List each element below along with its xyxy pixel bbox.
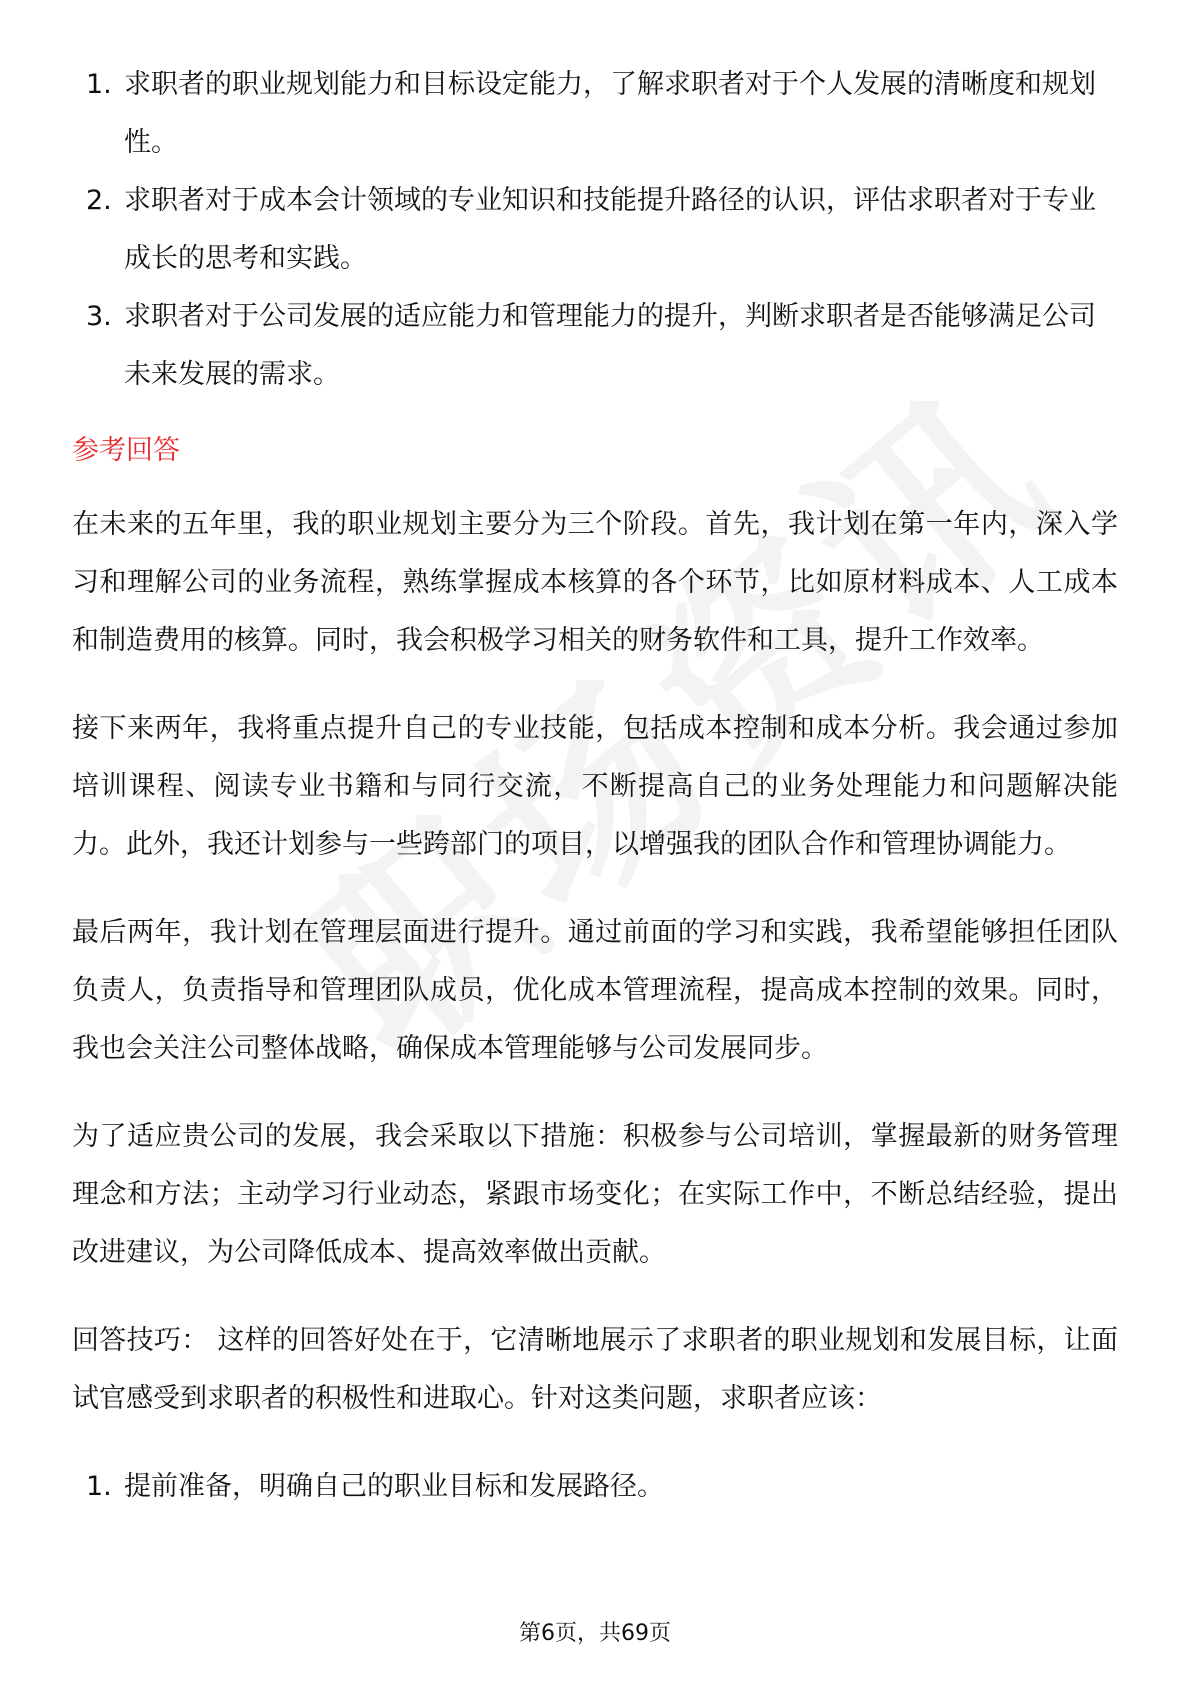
- list-number: 2.: [86, 185, 112, 216]
- list-number: 1.: [86, 1471, 112, 1502]
- answer-paragraph: 为了适应贵公司的发展，我会采取以下措施：积极参与公司培训，掌握最新的财务管理理念和方法；主动学习行业动态，紧跟市场变化；在实际工作中，不断总结经验，提出改进建议，为公司降低成本、提高效率做出贡献。: [72, 1121, 1118, 1268]
- answer-paragraph: 接下来两年，我将重点提升自己的专业技能，包括成本控制和成本分析。我会通过参加培训课程、阅读专业书籍和与同行交流，不断提高自己的业务处理能力和问题解决能力。此外，我还计划参与一些跨部门的项目，以增强我的团队合作和管理协调能力。: [72, 713, 1118, 860]
- list-item-text: 求职者的职业规划能力和目标设定能力，了解求职者对于个人发展的清晰度和规划性。: [124, 69, 1096, 158]
- list-item: [72, 172, 1118, 288]
- list-item-text: 提前准备，明确自己的职业目标和发展路径。: [124, 1471, 664, 1502]
- section-title: 参考回答: [72, 435, 180, 466]
- page-content: [72, 56, 1118, 1516]
- answer-paragraph: 最后两年，我计划在管理层面进行提升。通过前面的学习和实践，我希望能够担任团队负责人，负责指导和管理团队成员，优化成本管理流程，提高成本控制的效果。同时，我也会关注公司整体战略，确保成本管理能够与公司发展同步。: [72, 917, 1118, 1064]
- list-number: 1.: [86, 69, 112, 100]
- list-item-text: 求职者对于成本会计领域的专业知识和技能提升路径的认识，评估求职者对于专业成长的思考和实践。: [124, 185, 1096, 274]
- page-footer: 第6页，共69页: [519, 1621, 671, 1646]
- answer-paragraph: 在未来的五年里，我的职业规划主要分为三个阶段。首先，我计划在第一年内，深入学习和理解公司的业务流程，熟练掌握成本核算的各个环节，比如原材料成本、人工成本和制造费用的核算。同时，我会积极学习相关的财务软件和工具，提升工作效率。: [72, 509, 1118, 656]
- tips-list: [72, 1458, 1118, 1516]
- list-item: [72, 56, 1118, 172]
- list-item: [72, 1458, 1118, 1516]
- intent-list: [72, 56, 1118, 404]
- list-number: 3.: [86, 301, 112, 332]
- tips-paragraph: 回答技巧： 这样的回答好处在于，它清晰地展示了求职者的职业规划和发展目标，让面试官感受到求职者的积极性和进取心。针对这类问题，求职者应该：: [72, 1325, 1118, 1414]
- list-item: [72, 288, 1118, 404]
- list-item-text: 求职者对于公司发展的适应能力和管理能力的提升，判断求职者是否能够满足公司未来发展的需求。: [124, 301, 1096, 390]
